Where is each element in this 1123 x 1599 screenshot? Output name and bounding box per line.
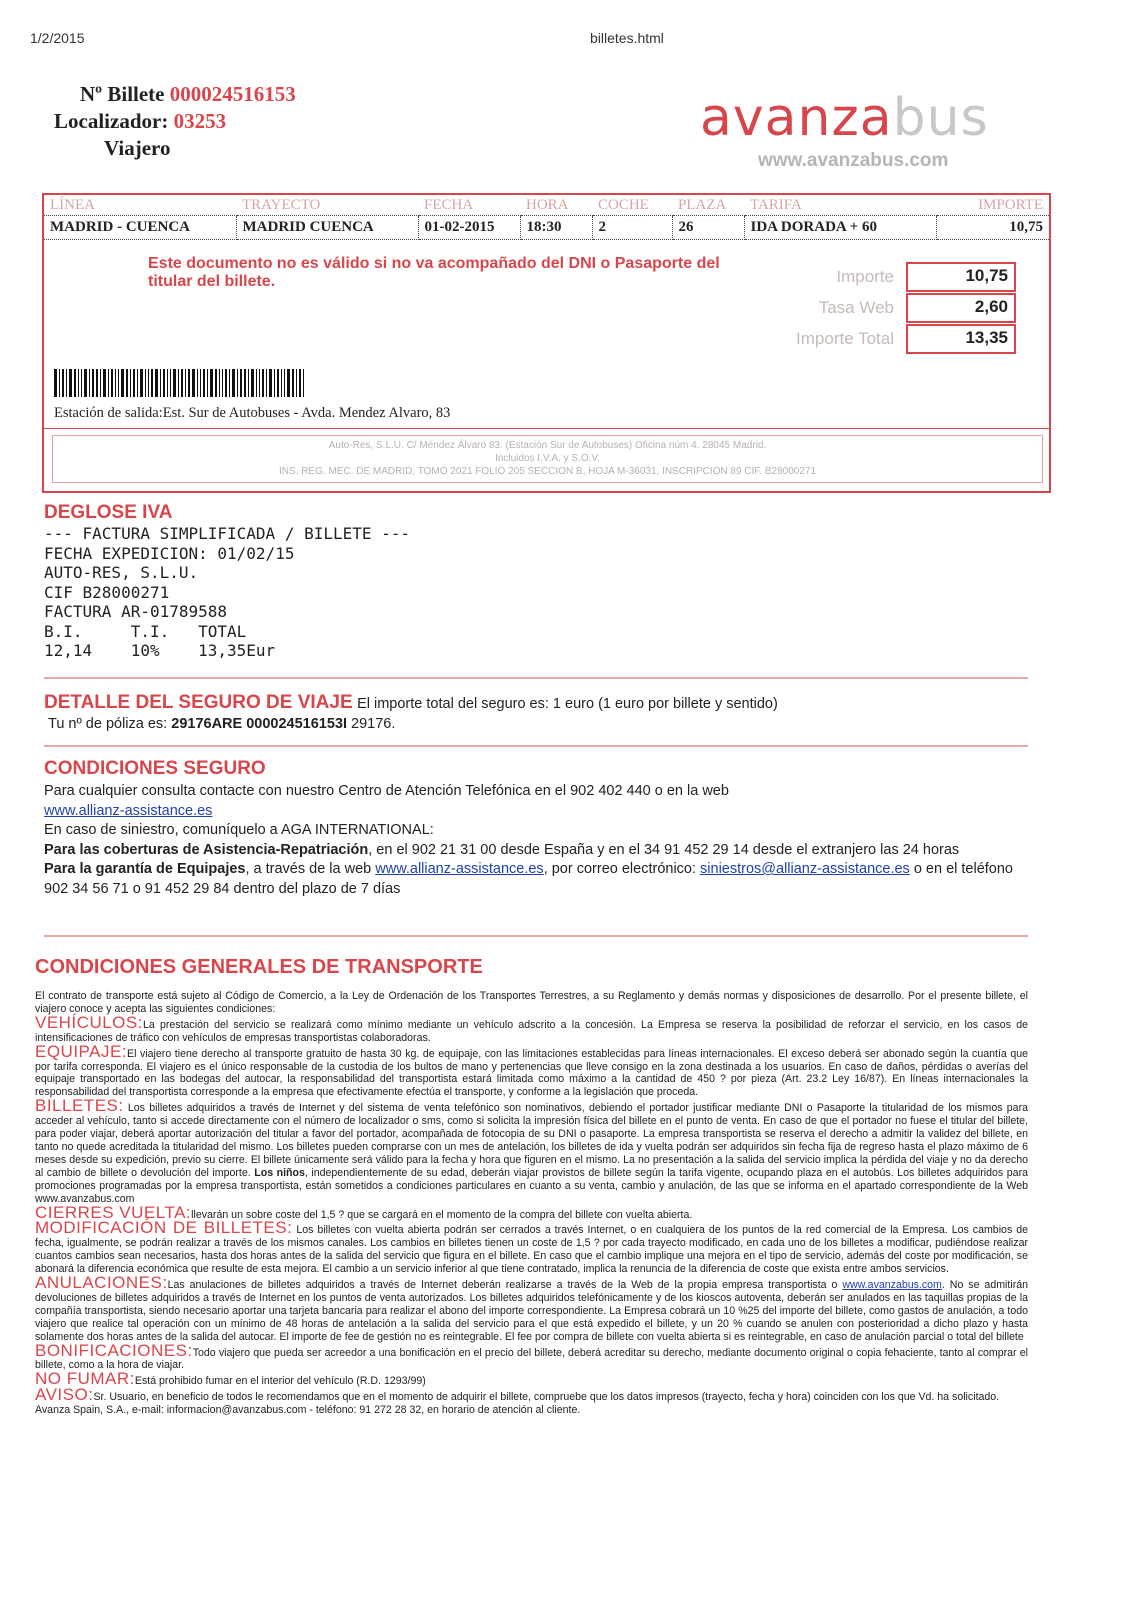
no-fumar-key: NO FUMAR: (35, 1369, 135, 1389)
tasa-label: Tasa Web (818, 298, 894, 317)
barcode-bar (84, 369, 87, 397)
iva-line: CIF B28000271 (44, 582, 170, 602)
billete-row (80, 82, 296, 107)
barcode-bar (148, 369, 149, 397)
barcode-bar (137, 369, 138, 397)
importe-value: 10,75 (906, 262, 1016, 292)
barcode-bar (121, 369, 124, 397)
barcode-bar (163, 369, 165, 397)
cell-tarifa: IDA DORADA + 60 (744, 216, 936, 240)
cell-coche: 2 (592, 216, 672, 240)
cell-fecha: 01-02-2015 (418, 216, 520, 240)
barcode-bar (78, 369, 79, 397)
cell-linea: MADRID - CUENCA (44, 216, 236, 240)
barcode-bar (207, 369, 208, 397)
brand-url: www.avanzabus.com (758, 150, 949, 171)
dni-warning: Este documento no es válido si no va acompañado del DNI o Pasaporte del titular del billete. (148, 255, 720, 290)
anulaciones-text-b: . No se admitirán devoluciones de billetes adquiridos a través de Internet en los puntos de venta autorizados. Los billetes adquiridos telefónicamente y de los kioscos autoventa, deberán ser anulados en las taquillas propias de la compañía transportista, siendo necesario aportar una tarjeta bancaria para realizar el abono del importe correspondiente. La Empresa cobrará un 10 %25 del importe del billete, como gastos de anulación, a todo viajero que realice tal operación con un mínimo de 48 horas de antelación a la salida del servicio para el que está expedido el billete, y un 20 % cuando se anulen con posterioridad a dicho plazo y hasta solamente dos horas antes de la salida del autocar. El importe de fee de gestión no es reintegrable. El fee por compra de billete con vuelta abierta si es reintegrable, en caso de anulación parcial o total del billete (35, 1279, 1029, 1343)
barcode-bar (240, 369, 242, 397)
barcode-bar (203, 369, 205, 397)
barcode-bar (185, 369, 186, 397)
poliza-number: 29176ARE 000024516153I (171, 716, 348, 732)
seguro-title: DETALLE DEL SEGURO DE VIAJE (44, 692, 353, 713)
seguro-text: El importe total del seguro es: 1 euro (1 euro por billete y sentido) (357, 696, 778, 712)
ticket-table (44, 195, 1049, 240)
viajero-label: Viajero (104, 136, 171, 160)
barcode-bar (74, 369, 76, 397)
barcode-bar (188, 369, 190, 397)
company-line-1: Auto-Res, S.L.U. C/ Méndez Álvaro 83. (Estación Sur de Autobuses) Oficina núm 4. 28045 Madrid. (328, 440, 767, 451)
cond-seguro-l1: Para cualquier consulta contacte con nuestro Centro de Atención Telefónica en el 902 402 440 o en la web (44, 783, 729, 799)
barcode-bar (296, 369, 297, 397)
barcode-bar (133, 369, 135, 397)
equipajes-bold: Para la garantía de Equipajes (44, 861, 246, 877)
allianz-link[interactable]: www.allianz-assistance.es (44, 802, 213, 819)
billete-label: Nº Billete (80, 82, 165, 106)
barcode-bar (178, 369, 179, 397)
barcode-bar (281, 369, 282, 397)
aviso-key: AVISO: (35, 1385, 94, 1405)
general-footer: Avanza Spain, S.A., e-mail: informacion@avanzabus.com - teléfono: 91 272 28 32, en horario de atención al cliente. (35, 1404, 581, 1417)
box-divider (44, 428, 1049, 429)
barcode-bar (225, 369, 227, 397)
barcode-bar (244, 369, 246, 397)
barcode-bar (96, 369, 98, 397)
total-value: 13,35 (906, 324, 1016, 354)
barcode-bar (215, 369, 217, 397)
cell-trayecto: MADRID CUENCA (236, 216, 418, 240)
iva-line: FACTURA AR-01789588 (44, 602, 228, 621)
barcode-bar (274, 369, 275, 397)
barcode-bar (262, 369, 264, 397)
barcode-bar (277, 369, 279, 397)
barcode-bar (266, 369, 267, 397)
barcode-bar (167, 369, 168, 397)
poliza-prefix: Tu nº de póliza es: (48, 716, 168, 732)
company-footer-box (52, 435, 1043, 483)
barcode-bar (170, 369, 171, 397)
cierres-text: llevarán un sobre coste del 1,5 ? que se cargará en el momento de la compra del billete con vuelta abierta. (191, 1208, 693, 1221)
th-fecha: FECHA (418, 195, 520, 216)
billetes-key: BILLETES: (35, 1096, 124, 1116)
vehiculos-key: VEHÍCULOS: (35, 1012, 143, 1032)
billetes-ninos: Los niños (254, 1166, 305, 1179)
separator (44, 935, 1028, 937)
localizador-value: 03253 (173, 109, 227, 133)
cell-hora: 18:30 (520, 216, 592, 240)
th-hora: HORA (520, 195, 592, 216)
barcode-bar (259, 369, 260, 397)
seguro-section (44, 692, 1034, 715)
barcode-bar (69, 369, 72, 397)
cond-seguro-l2: En caso de siniestro, comuníquelo a AGA INTERNATIONAL: (44, 822, 434, 838)
barcode-bar (151, 369, 153, 397)
barcode-bar (145, 369, 146, 397)
iva-block (44, 524, 410, 661)
asistencia-bold: Para las coberturas de Asistencia-Repatriación (44, 841, 369, 858)
barcode-bar (59, 369, 60, 397)
barcode-bar (173, 369, 176, 397)
iva-line: 12,14 10% 13,35Eur (44, 641, 276, 660)
iva-line: --- FACTURA SIMPLIFICADA / BILLETE --- (44, 524, 411, 543)
cell-plaza: 26 (672, 216, 744, 240)
barcode-bar (155, 369, 158, 397)
general-body (35, 990, 1028, 1417)
barcode-bar (126, 369, 128, 397)
company-line-3: INS. REG. MEC. DE MADRID, TOMO 2021 FOLIO 205 SECCION B, HOJA M-36031, INSCRIPCION 89 CIF. B28000271 (278, 466, 817, 477)
th-trayecto: TRAYECTO (236, 195, 418, 216)
cond-seguro-l4a: , a través de la web (245, 861, 376, 877)
logo-avanza: avanza (700, 88, 893, 148)
barcode-bar (197, 369, 198, 397)
bonificaciones-key: BONIFICACIONES: (35, 1340, 193, 1360)
total-label: Importe Total (796, 329, 894, 348)
barcode-bar (299, 369, 301, 397)
barcode-bar (292, 369, 294, 397)
th-linea: LÍNEA (44, 195, 236, 216)
barcode-bar (287, 369, 290, 397)
barcode-bar (100, 369, 101, 397)
barcode-bar (130, 369, 131, 397)
barcode-bar (181, 369, 183, 397)
cond-seguro-title: CONDICIONES SEGURO (44, 758, 266, 779)
poliza-suffix: 29176. (351, 716, 396, 732)
th-tarifa: TARIFA (744, 195, 936, 216)
anulaciones-text-a: Las anulaciones de billetes adquiridos a través de Internet deberán realizarse a través de la Web de la propia empresa transportista o (167, 1279, 838, 1292)
anulaciones-key: ANULACIONES: (35, 1273, 168, 1293)
barcode (54, 369, 306, 397)
cierres-key: CIERRES VUELTA: (35, 1202, 192, 1222)
barcode-bar (232, 369, 235, 397)
barcode-bar (66, 369, 67, 397)
barcode-bar (160, 369, 161, 397)
barcode-bar (81, 369, 82, 397)
modificacion-text: Los billetes con vuelta abierta podrán ser cerrados a través Internet, o en cualquiera de los puntos de la red comercial de la Empresa. Los cambios de fecha, igualmente, se podrán realizar a través de los mismos canales. Los cambios en billetes tienen un coste de 1,5 ? por cada trayecto modificado, en cada uno de los billetes a modificar, pudiéndose realizar cuantos cambios sean necesarios, hasta dos horas antes de la salida del servicio que figura en el billete. En caso que el cambio implique una mejora en el tipo de servicio, además del coste por modificación, se abonará la diferencia económica que resulte de esta mejora. El cambio a un servicio inferior al que tiene contratado, implica la renuncia de la diferencia de coste que exista entre ambos servicios. (35, 1224, 1028, 1276)
barcode-bar (140, 369, 143, 397)
barcode-bar (210, 369, 213, 397)
barcode-bar (89, 369, 90, 397)
localizador-label: Localizador: (54, 109, 169, 133)
avanzabus-link[interactable]: www.avanzabus.com (842, 1279, 942, 1292)
barcode-bar (111, 369, 113, 397)
general-title: CONDICIONES GENERALES DE TRANSPORTE (35, 956, 483, 978)
barcode-bar (92, 369, 94, 397)
billetes-text-a: Los billetes adquiridos a través de Internet y del sistema de venta telefónico son nominativos, debiendo el portador justificar mediante DNI o Pasaporte la titularidad de los mismos para acceder al vehículo, tanto si accede directamente con el número de localizador o sms, como si solicita la impresión física del billete en el punto de venta. En caso de que el portador no fuese el titular del billete, para poder viajar, deberá aportar autorización del titular a favor del portador, acompañada de fotocopia de su DNI o pasaporte. La empresa transportista se reserva el derecho a admitir la validez del billete, en tanto no quede acreditada la titularidad del mismo. Los billetes pueden comprarse con un mes de antelación, los billetes de ida y vuelta podrán ser adquiridos sin fecha fija de regreso hasta el plazo máximo de 6 meses desde su expedición, previo su cierre. El billete únicamente será válido para la fecha y hora que figuren en el mismo. La no presentación a la salida del servicio implica la pérdida del viaje y no da derecho al cambio de billete o devolución del importe. (35, 1102, 1028, 1179)
iva-line: B.I. T.I. TOTAL (44, 621, 247, 641)
barcode-bar (54, 369, 57, 397)
cond-seguro-l4b: , por correo electrónico: (543, 861, 701, 877)
barcode-bar (284, 369, 285, 397)
tasa-value: 2,60 (906, 293, 1016, 323)
barcode-bar (251, 369, 254, 397)
localizador-row (54, 109, 226, 134)
barcode-bar (62, 369, 64, 397)
modificacion-key: MODIFICACIÓN DE BILLETES: (35, 1218, 293, 1238)
barcode-bar (256, 369, 257, 397)
barcode-bar (219, 369, 220, 397)
general-intro: El contrato de transporte está sujeto al Código de Comercio, a la Ley de Ordenación de los Transportes Terrestres, a su Reglamento y demás normas y disposiciones de desarrollo. Por el presente billete, el viajero conoce y acepta las siguientes condiciones: (35, 990, 1028, 1015)
print-date: 1/2/2015 (30, 30, 85, 46)
print-file: billetes.html (590, 30, 664, 46)
table-row (44, 216, 1049, 240)
barcode-bar (103, 369, 106, 397)
station-info: Estación de salida:Est. Sur de Autobuses - Avda. Mendez Alvaro, 83 (54, 405, 451, 421)
iva-line: FECHA EXPEDICION: 01/02/15 (44, 543, 295, 563)
separator (44, 745, 1028, 747)
separator (44, 677, 1028, 679)
barcode-bar (269, 369, 272, 397)
avanzabus-logo (700, 88, 989, 148)
barcode-bar (222, 369, 223, 397)
ticket-box (42, 193, 1051, 493)
no-fumar-text: Está prohibido fumar en el interior del vehículo (R.D. 1293/99) (134, 1375, 426, 1388)
billetes-text-b: , independientemente de su edad, deberán viajar provistos de billete según la tarifa vigente, ocupando plaza en el autobús. Los billetes adquiridos para promociones programadas por la empresa transportista, están sometidos a condiciones particulares en cuanto a su venta, cambio y anulación, de las que se informa en el apartado correspondiente de la Web www.avanzabus.com (35, 1166, 1028, 1205)
iva-title: DEGLOSE IVA (44, 502, 173, 523)
company-line-2: Incluidos I.V.A. y S.O.V. (495, 453, 600, 464)
barcode-bar (237, 369, 238, 397)
barcode-bar (248, 369, 249, 397)
billete-number: 000024516153 (169, 82, 296, 106)
aviso-text: Sr. Usuario, en beneficio de todos le recomendamos que en el momento de adquirir el billete, compruebe que los datos impresos (trayecto, fecha y hora) coinciden con los que Vd. ha solicitado. (93, 1391, 1000, 1404)
iva-line: AUTO-RES, S.L.U. (44, 563, 199, 582)
th-plaza: PLAZA (672, 195, 744, 216)
siniestros-email-link[interactable]: siniestros@allianz-assistance.es (700, 861, 910, 877)
cond-seguro-body (44, 782, 1029, 899)
barcode-bar (115, 369, 116, 397)
cell-importe: 10,75 (936, 216, 1049, 240)
barcode-bar (229, 369, 230, 397)
equipaje-text: El viajero tiene derecho al transporte gratuito de hasta 30 kg. de equipaje, con las limitaciones establecidas para líneas internacionales. El exceso deberá ser abonado según la cuantía que por tarifa corresponda. El viajero es el único responsable de la custodia de los bultos de mano y pertenencias que lleve consigo en la zona destinada a los usuarios. En caso de daños, pérdidas o averías del equipaje transportado en las bodegas del autocar, la responsabilidad del transportista estará limitada como máximo a la cantidad de 450 ? por pieza (Art. 23.2 Ley 16/87). En líneas internacionales la responsabilidad del transportista corresponde a la empresa que efectivamente efectúa el transporte, y conforme a la legislación que proceda. (35, 1047, 1028, 1099)
barcode-bar (108, 369, 109, 397)
equipaje-key: EQUIPAJE: (35, 1041, 128, 1061)
logo-bus: bus (892, 88, 989, 148)
bonificaciones-text: Todo viajero que pueda ser acreedor a una bonificación en el precio del billete, deberá acreditar su derecho, mediante documento original o copia fehaciente, tanto al comprar el billete, como a la hora de viajar. (35, 1346, 1028, 1372)
importe-label: Importe (836, 267, 894, 286)
th-importe: IMPORTE (936, 195, 1049, 216)
barcode-bar (200, 369, 201, 397)
barcode-bar (303, 369, 304, 397)
barcode-bar (118, 369, 119, 397)
cond-seguro-l3: , en el 902 21 31 00 desde España y en el 34 91 452 29 14 desde el extranjero las 24 horas (368, 841, 960, 858)
poliza-line (48, 715, 395, 735)
vehiculos-text: La prestación del servicio se realizará como mínimo mediante un vehículo adscrito a la concesión. La Empresa se reserva la posibilidad de reforzar el servicio, en los casos de intensificaciones de tráfico con vehículos de empresas transportistas colaboradoras. (35, 1018, 1028, 1044)
allianz-link-2[interactable]: www.allianz-assistance.es (375, 861, 544, 877)
barcode-bar (192, 369, 195, 397)
cond-seguro-l4c: o en el teléfono 902 34 56 71 o 91 452 29 84 dentro del plazo de 7 días (44, 861, 1013, 897)
th-coche: COCHE (592, 195, 672, 216)
